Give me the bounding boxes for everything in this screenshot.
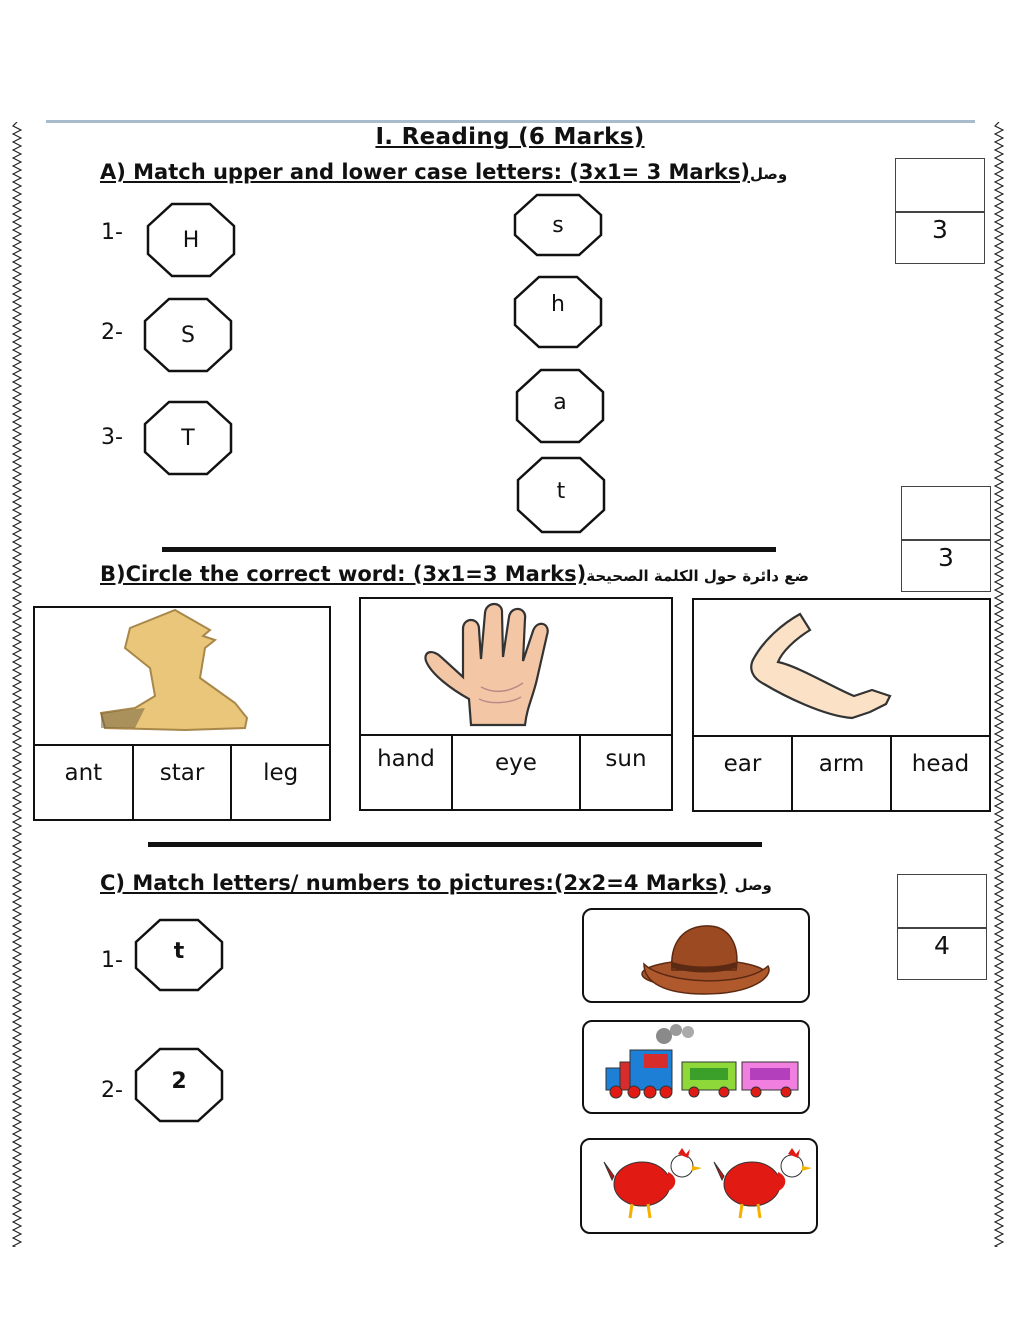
section-c-heading [100,871,772,895]
hand-picture [361,599,671,735]
word-choice[interactable]: sun [605,746,647,772]
right-zigzag-border [994,122,1004,1247]
section-b-score-box [901,486,991,592]
section-b-score: 3 [938,543,954,572]
two-hens-icon [582,1140,816,1232]
option-letter: s [552,212,564,238]
train-icon [584,1022,808,1112]
section-a-heading [100,160,787,184]
picture-card-arm [692,598,991,812]
picture-card-leg [33,606,331,821]
section-a-score-box [895,158,985,264]
word-choice[interactable]: ear [694,737,793,810]
row-number: 1- [101,948,123,973]
hat-icon [584,910,808,1001]
section-b-heading [100,562,809,586]
section-b-heading-text: B)Circle the correct word: (3x1=3 Marks) [100,562,587,586]
word-choices [694,735,989,810]
arm-picture [694,600,989,736]
word-choice[interactable]: star [134,746,233,819]
page-title: I. Reading (6 Marks) [375,124,645,150]
word-choice[interactable]: hand [361,736,453,809]
letter: S [181,322,195,348]
leg-picture [35,608,329,746]
section-a-heading-arabic: وصل [750,165,788,183]
letter-octagon[interactable] [143,297,233,373]
word-choice[interactable]: arm [793,737,892,810]
top-divider-line [46,120,975,123]
section-c-heading-text: C) Match letters/ numbers to pictures:(2x2=4 Marks) [100,871,728,895]
option-octagon[interactable] [513,193,603,257]
picture-card-hand [359,597,673,811]
section-divider [148,842,762,847]
word-choices [35,744,329,819]
section-c-score: 4 [934,931,950,960]
hat-picture-box[interactable] [582,908,810,1003]
letter-octagon[interactable] [134,1047,224,1123]
row-number: 1- [101,220,123,245]
hens-picture-box[interactable] [580,1138,818,1234]
option-octagon[interactable] [513,275,603,349]
left-zigzag-border [12,122,22,1247]
letter: 2 [171,1068,187,1094]
letter: T [181,425,195,451]
word-choices [361,734,671,809]
option-octagon[interactable] [515,368,605,444]
word-choice[interactable]: leg [263,760,299,786]
letter-octagon[interactable] [143,400,233,476]
option-letter: h [551,291,565,317]
letter: t [173,938,185,964]
section-a-heading-text: A) Match upper and lower case letters: (3x1= 3 Marks) [100,160,750,184]
option-letter: a [553,389,567,415]
letter: H [182,227,200,253]
letter-octagon[interactable] [134,918,224,992]
train-picture-box[interactable] [582,1020,810,1114]
section-a-score: 3 [932,215,948,244]
section-divider [162,547,776,552]
row-number: 2- [101,1078,123,1103]
word-choice[interactable]: eye [453,736,581,809]
section-c-score-box [897,874,987,980]
option-octagon[interactable] [516,456,606,534]
row-number: 3- [101,425,123,450]
option-letter: t [556,478,566,504]
section-b-heading-arabic: ضع دائرة حول الكلمة الصحيحة [586,567,809,585]
word-choice[interactable]: head [911,751,970,777]
row-number: 2- [101,320,123,345]
word-choice[interactable]: ant [35,746,134,819]
letter-octagon[interactable] [146,202,236,278]
section-c-heading-arabic: وصل [734,876,772,894]
